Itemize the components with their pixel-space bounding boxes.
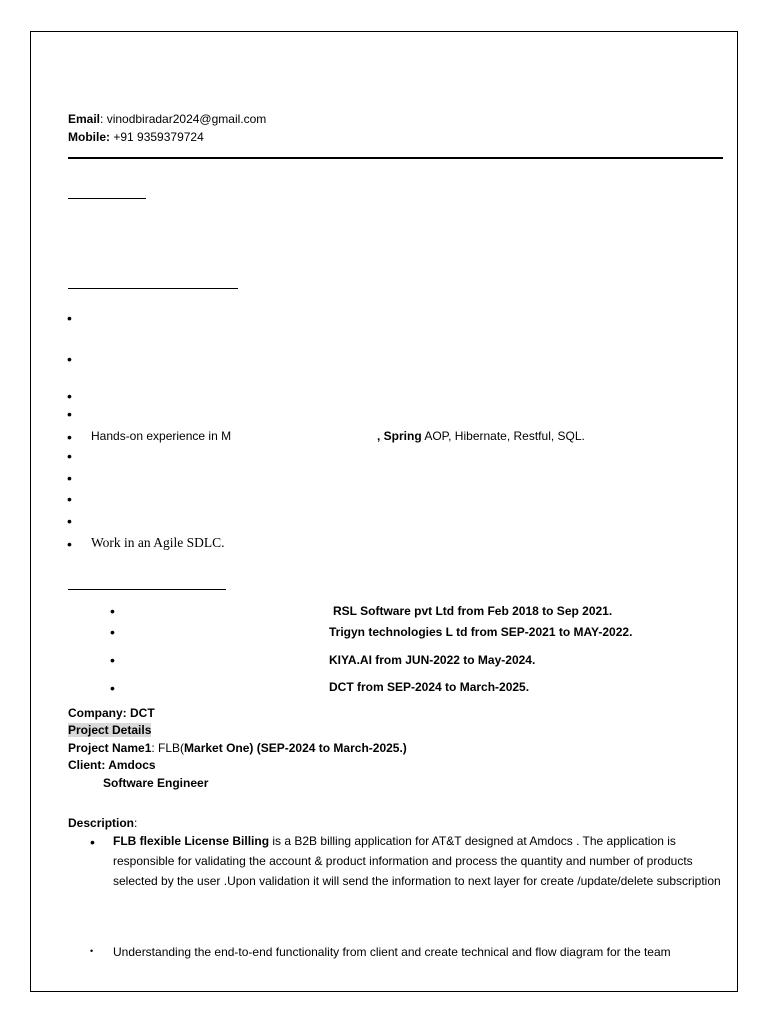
- experience-item: KIYA.AI from JUN-2022 to May-2024.: [329, 653, 536, 667]
- description-flb-text: is a B2B billing application for AT&T designed at Amdocs . The application is responsible for validating the account & product information and process the quantity and number of products selected by the user .Upon validation it will send the information to next layer for create /update/delete subscription: [113, 834, 721, 888]
- bullet: •: [67, 310, 72, 326]
- description-paragraph: [113, 831, 723, 891]
- company-line: Company: DCT: [68, 706, 155, 720]
- experience-item: Trigyn technologies L td from SEP-2021 to MAY-2022.: [329, 625, 633, 639]
- bullet: •: [67, 351, 72, 367]
- bullet: •: [67, 513, 72, 529]
- project-details-heading: Project Details: [68, 723, 152, 737]
- experience-item: DCT from SEP-2024 to March-2025.: [329, 680, 530, 694]
- description-flb-title: FLB flexible License Billing: [113, 834, 270, 848]
- bullet: •: [110, 624, 115, 640]
- description-label: Description: [68, 816, 135, 830]
- email-sep: :: [100, 112, 107, 126]
- skill-item-hands-on: [91, 429, 231, 443]
- skill-item-agile: Work in an Agile SDLC.: [91, 535, 225, 550]
- project-name-sep: : FLB(: [151, 741, 185, 755]
- bullet: •: [67, 470, 72, 486]
- client-line: Client: Amdocs: [68, 758, 156, 772]
- section-rule-skills: [68, 288, 238, 289]
- bullet: •: [67, 406, 72, 422]
- role-line: Software Engineer: [103, 776, 209, 790]
- skill-item-spring: Spring: [383, 429, 422, 443]
- bullet: •: [110, 652, 115, 668]
- bullet: •: [67, 429, 72, 445]
- project-name-label: Project Name1: [68, 741, 152, 755]
- description-heading: [68, 816, 137, 830]
- experience-item: RSL Software pvt Ltd from Feb 2018 to Sep 2021.: [333, 604, 613, 618]
- project-name-line: [68, 741, 407, 755]
- bullet: •: [67, 491, 72, 507]
- skill-item-suffix: AOP, Hibernate, Restful, SQL.: [421, 429, 585, 443]
- bullet: •: [90, 834, 95, 850]
- skill-item-prefix: Hands-on experience in M: [91, 429, 232, 443]
- bullet: •: [110, 603, 115, 619]
- bullet: •: [67, 448, 72, 464]
- mobile-line: [68, 130, 204, 144]
- bullet: •: [110, 680, 115, 696]
- skill-item-hands-on-cont: [377, 429, 585, 443]
- email-value[interactable]: vinodbiradar2024@gmail.com: [106, 112, 267, 126]
- section-rule-summary: [68, 198, 146, 199]
- email-line: [68, 112, 266, 126]
- section-rule-experience: [68, 589, 226, 590]
- bullet: •: [67, 536, 72, 552]
- description-item-understanding: Understanding the end-to-end functionality from client and create technical and flow diagram for the team: [113, 945, 671, 959]
- project-name-value: Market One) (SEP-2024 to March-2025.): [184, 741, 407, 755]
- bullet: •: [90, 946, 94, 956]
- mobile-label: Mobile:: [68, 130, 110, 144]
- bullet: •: [67, 388, 72, 404]
- skill-item-comma: ,: [377, 429, 384, 443]
- mobile-value: +91 9359379724: [110, 130, 204, 144]
- email-label: Email: [68, 112, 101, 126]
- header-divider: [68, 157, 723, 159]
- description-colon: :: [134, 816, 138, 830]
